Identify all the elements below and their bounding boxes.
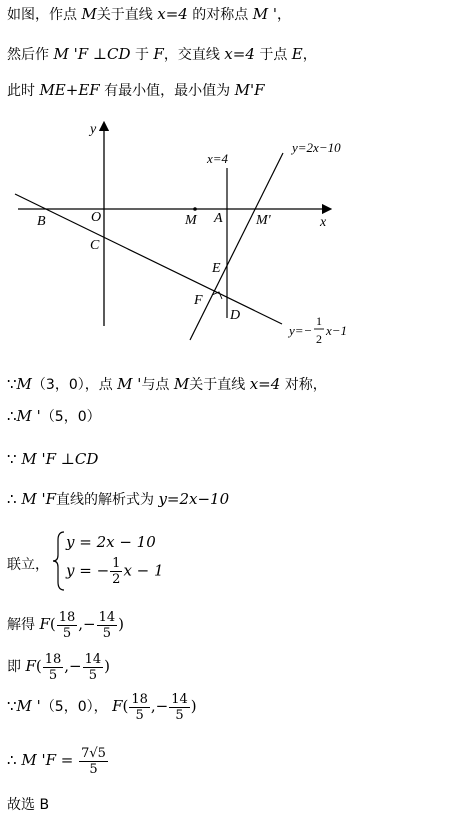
text: 关于直线 <box>189 377 250 393</box>
denominator: 5 <box>48 667 58 683</box>
text: ， <box>277 7 292 23</box>
solution-line-5-label <box>7 554 49 575</box>
text: 对称， <box>280 377 327 393</box>
text: 如图，作点 <box>7 7 82 23</box>
solution-line-1 <box>7 374 327 395</box>
solution-line-9 <box>7 742 109 778</box>
x-axis-label: x <box>320 215 327 230</box>
var-MF: M'F <box>234 81 265 99</box>
text: 此时 <box>7 83 40 99</box>
text: 直线的解析式为 <box>55 492 159 508</box>
text: 解得 <box>7 617 40 633</box>
numerator: 14 <box>98 609 116 625</box>
var-M: M <box>81 5 97 23</box>
label-Mprime: M' <box>256 213 271 228</box>
numerator: 18 <box>131 691 148 707</box>
text: y = − <box>66 561 110 580</box>
label-E: E <box>212 261 221 276</box>
therefore-symbol: ∴ <box>7 407 17 425</box>
label-line2-den: 2 <box>316 332 322 346</box>
numerator: 18 <box>44 651 62 667</box>
text: （5，0） <box>40 409 101 425</box>
label-O: O <box>91 210 102 225</box>
text: 然后作 <box>7 47 54 63</box>
denominator: 5 <box>89 761 98 777</box>
label-M: M <box>185 213 197 228</box>
system-eq-1 <box>66 532 156 552</box>
fraction <box>79 746 108 777</box>
var-MF: M 'F <box>53 45 89 63</box>
left-brace <box>52 530 66 592</box>
fraction <box>97 610 118 641</box>
y-axis-label: y <box>90 122 97 137</box>
var-M: M <box>173 375 190 393</box>
answer-text: 故选 B <box>7 797 50 813</box>
solution-line-8: ∵M '（5，0）， F( $\frac{18}{5}$ ,− $\frac{14}{5}$ ) <box>7 691 197 723</box>
denominator: 5 <box>88 667 98 683</box>
answer-line <box>7 794 49 815</box>
solution-line-3 <box>7 449 98 469</box>
label-line2-suffix: x−1 <box>326 323 348 338</box>
fraction <box>110 556 122 587</box>
therefore-symbol: ∴ <box>7 751 22 769</box>
var-MF: M 'F <box>21 450 56 468</box>
label-line1: y=2x−10 <box>292 140 341 155</box>
equation: y = 2x − 10 <box>66 533 156 551</box>
equals: = <box>55 751 79 769</box>
denominator: 5 <box>175 707 184 723</box>
var-F: F <box>112 697 123 715</box>
because-symbol: ∵ <box>7 450 22 468</box>
perp-symbol: ⊥ <box>55 450 75 468</box>
solution-line-7: 即 F( $\frac{18}{5}$ ,− $\frac{14}{5}$ ) <box>7 651 111 683</box>
var-Mprime: M ' <box>252 5 278 23</box>
var-E: E <box>291 45 303 63</box>
label-D: D <box>230 308 241 323</box>
var-Mprime: M ' <box>16 697 41 715</box>
expression: ME+EF <box>39 81 100 99</box>
because-symbol: ∵ <box>7 375 17 393</box>
label-B: B <box>37 214 46 229</box>
geometry-figure <box>0 0 470 370</box>
var-Mprime: M ' <box>16 407 41 425</box>
solution-line-4 <box>7 489 229 510</box>
text: 有最小值，最小值为 <box>99 83 235 99</box>
text: ， <box>302 47 317 63</box>
line-y-neg-half-x-1 <box>15 194 282 324</box>
equation: x=4 <box>224 45 255 63</box>
equation: x=4 <box>249 375 281 393</box>
fraction <box>57 610 78 641</box>
fraction <box>83 652 104 683</box>
text: 即 <box>7 659 26 675</box>
label-A: A <box>214 211 223 226</box>
var-F: F <box>39 615 50 633</box>
fraction <box>43 652 64 683</box>
denominator: 5 <box>62 625 72 641</box>
separator: ,− <box>78 615 96 633</box>
numerator: 14 <box>84 651 102 667</box>
denominator: 5 <box>102 625 112 641</box>
var-F: F <box>153 45 164 63</box>
text: 于点 <box>254 47 292 63</box>
text: 的对称点 <box>187 7 253 23</box>
text: 关于直线 <box>96 7 158 23</box>
var-CD: CD <box>107 45 131 63</box>
because-symbol: ∵ <box>7 697 17 715</box>
text: （3，0），点 <box>31 377 118 393</box>
label-line2-num: 1 <box>316 314 322 328</box>
denominator: 5 <box>135 707 144 723</box>
text: x − 1 <box>123 561 164 580</box>
numerator: 18 <box>58 609 76 625</box>
solution-line-6: 解得 F( $\frac{18}{5}$ ,− $\frac{14}{5}$ ) <box>7 609 125 641</box>
text: 于 <box>130 47 154 63</box>
label-line2-prefix: y=− <box>289 323 313 338</box>
numerator: 1 <box>112 556 121 571</box>
separator: ,− <box>64 657 82 675</box>
label-C: C <box>90 238 100 253</box>
var-CD: CD <box>74 450 99 468</box>
label-F: F <box>194 293 203 308</box>
system-eq-2 <box>66 556 164 592</box>
solution-line-2 <box>7 406 101 427</box>
label-x-equals-4: x=4 <box>207 151 229 166</box>
var-MF: M 'F <box>21 490 56 508</box>
fraction <box>169 692 190 723</box>
numerator: 14 <box>171 691 188 707</box>
text: 与点 <box>141 377 174 393</box>
var-MF: M 'F <box>21 751 56 769</box>
point-M <box>193 207 197 211</box>
numerator: 7√5 <box>81 745 106 761</box>
denominator: 2 <box>112 572 121 587</box>
perp-symbol: ⊥ <box>88 45 107 63</box>
therefore-symbol: ∴ <box>7 490 22 508</box>
var-F: F <box>25 657 36 675</box>
equation: x=4 <box>157 5 188 23</box>
text: ，交直线 <box>163 47 225 63</box>
fraction <box>129 692 150 723</box>
equation: y=2x−10 <box>158 490 230 508</box>
text: 联立， <box>7 557 49 573</box>
text: （5，0）， <box>40 699 113 715</box>
var-Mprime: M ' <box>117 375 142 393</box>
separator: ,− <box>150 697 169 715</box>
var-M: M <box>16 375 32 393</box>
